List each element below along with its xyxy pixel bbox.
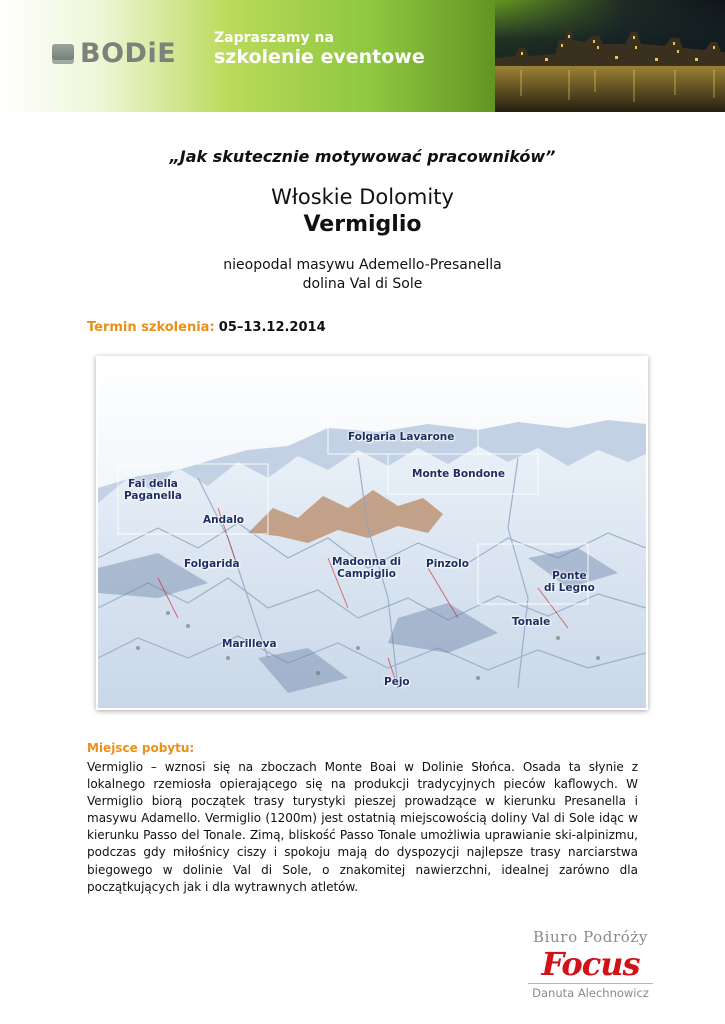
training-motto: „Jak skutecznie motywować pracowników” [169, 147, 556, 166]
map-label-andalo: Andalo [203, 514, 245, 526]
map-label-ponte-2: di Legno [544, 582, 595, 594]
focus-agency-logo [528, 928, 653, 1000]
training-date-value: 05–13.12.2014 [218, 320, 326, 335]
map-label-campiglio-2: Campiglio [337, 568, 396, 580]
map-label-folgarida: Folgarida [184, 558, 240, 570]
ski-map-illustration [98, 358, 646, 708]
map-label-folgaria: Folgaria Lavarone [348, 431, 455, 443]
invite-line-1: Zapraszamy na [214, 30, 334, 46]
map-label-pinzolo: Pinzolo [426, 558, 469, 570]
bodie-logo-text: BODiE [80, 38, 177, 69]
region-title: Włoskie Dolomity [271, 185, 454, 209]
map-label-ponte-1: Ponte [552, 570, 587, 582]
map-label-pejo: Pejo [384, 676, 410, 688]
agency-owner: Danuta Alechnowicz [528, 983, 653, 1000]
bodie-logo [52, 38, 176, 69]
stay-section-text: Vermiglio – wznosi się na zboczach Monte Boai w Dolinie Słońca. Osada ta słynie z lokalnego rzemiosła opierającego się na produkcji tradycyjnych pieców kaflowych. W Vermiglio biorą początek trasy turystyki pieszej prowadzące w kierunku Presanella i masywu Adamello. Vermiglio (1200m) jest ostatnią miejscowością doliny Val di Sole idąc w kierunku Passo del Tonale. Zimą, bliskość Passo Tonale umożliwia uprawianie ski-alpinizmu, podczas gdy miłośnicy ciszy i spokoju mają do dyspozycji najlepsze trasy narciarstwa biegowego w dolinie Val di Sole, o znakomitej nawierzchni, idealnej zarówno dla początkujących jak i dla wytrawnych atletów. [87, 760, 638, 894]
training-date [87, 320, 326, 335]
map-label-bondone: Monte Bondone [412, 468, 505, 480]
invite-line-2: szkolenie eventowe [214, 46, 425, 68]
night-city-image [495, 0, 725, 112]
header-banner [0, 0, 725, 112]
map-label-marilleva: Marilleva [222, 638, 277, 650]
ski-area-map [96, 356, 648, 710]
invite-heading [214, 30, 425, 68]
map-label-campiglio [332, 556, 401, 580]
place-title: Vermiglio [303, 212, 422, 237]
agency-brand: Focus [541, 945, 640, 983]
training-date-label: Termin szkolenia: [87, 320, 215, 335]
map-label-campiglio-1: Madonna di [332, 556, 402, 568]
map-label-ponte-di-legno [544, 570, 595, 594]
agency-top-text: Biuro Podróży [533, 928, 648, 946]
location-line-2: dolina Val di Sole [302, 276, 423, 292]
map-label-paganella-1: Fai della [128, 478, 178, 490]
map-label-tonale: Tonale [512, 616, 551, 628]
map-label-paganella-2: Paganella [124, 490, 182, 502]
map-label-paganella [124, 478, 182, 502]
location-line-1: nieopodal masywu Ademello-Presanella [223, 257, 502, 273]
location-description [0, 256, 725, 294]
stay-section-title: Miejsce pobytu: [87, 741, 195, 755]
bodie-logo-icon [52, 44, 74, 64]
